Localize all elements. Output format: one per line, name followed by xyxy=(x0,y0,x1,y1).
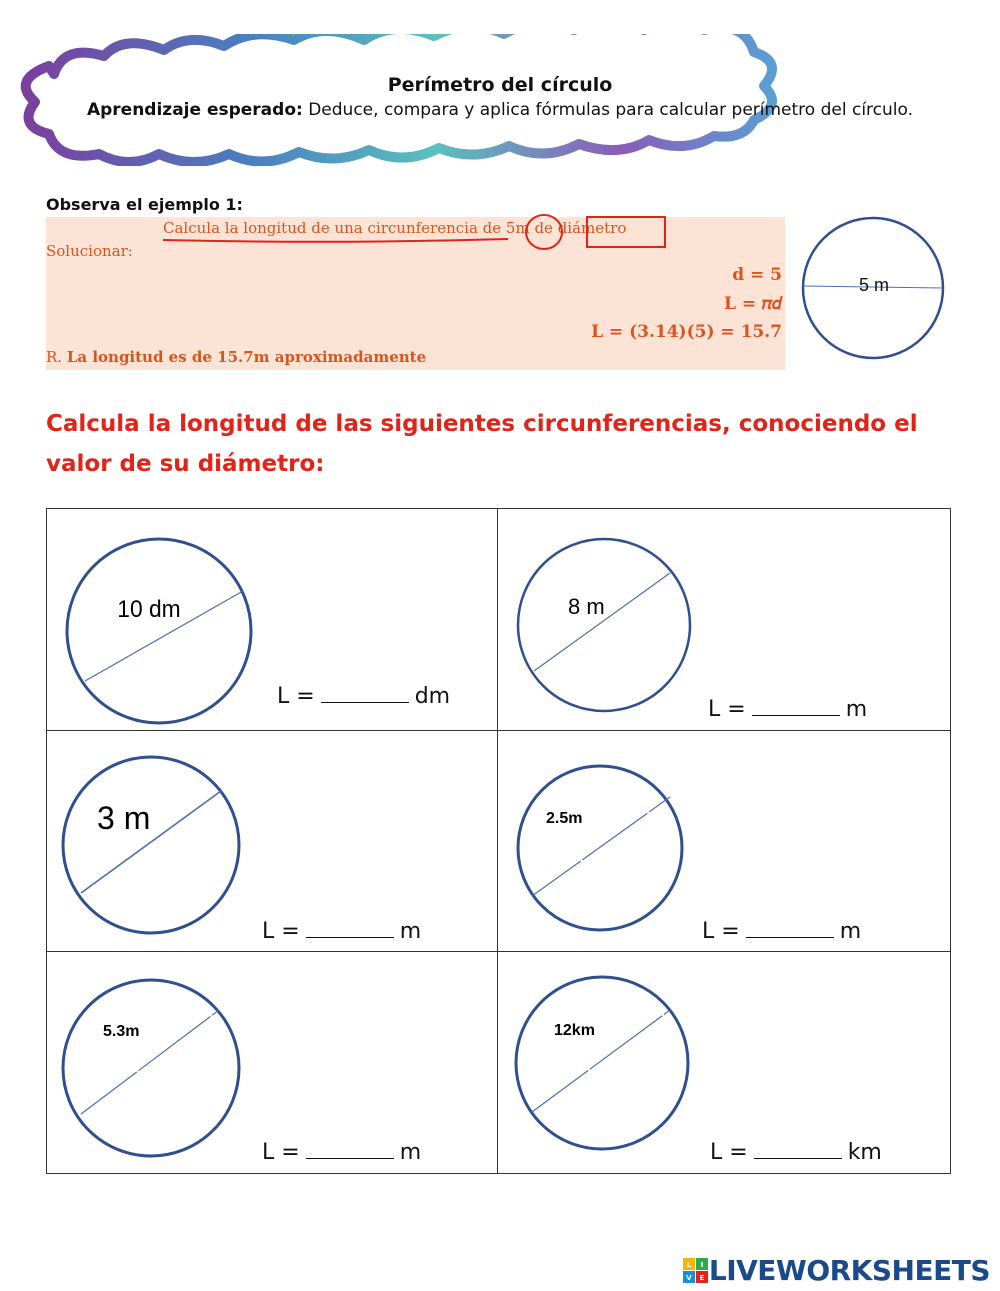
svg-text:L: L xyxy=(686,1260,692,1269)
answer-prefix: L = xyxy=(710,1140,748,1165)
answer-line xyxy=(262,919,421,944)
exercise-cell xyxy=(47,509,498,731)
exercise-cell xyxy=(47,731,498,952)
liveworksheets-mark-icon xyxy=(683,1258,709,1284)
answer-line xyxy=(277,684,450,709)
logo-text: LIVEWORKSHEETS xyxy=(708,1254,990,1287)
example-eq-result: L = (3.14)(5) = 15.7 xyxy=(591,322,782,342)
answer-unit: m xyxy=(839,919,862,944)
circle-mark xyxy=(526,215,562,249)
svg-text:V: V xyxy=(686,1273,692,1282)
example-eq-diameter: d = 5 xyxy=(732,265,782,285)
answer-prefix: L = xyxy=(702,919,740,944)
answer-unit: m xyxy=(845,697,868,722)
diameter-label: 10 dm xyxy=(117,595,181,623)
answer-blank[interactable] xyxy=(306,1140,394,1159)
underline-mark xyxy=(163,239,508,242)
answer-unit: m xyxy=(399,1140,422,1165)
diameter-label: 8 m xyxy=(568,594,605,619)
answer-prefix: L = xyxy=(277,684,315,709)
answer-prefix: L = xyxy=(262,919,300,944)
answer-blank[interactable] xyxy=(752,697,840,716)
diameter-label: 2.5m xyxy=(546,810,583,827)
learning-label: Aprendizaje esperado: xyxy=(86,100,303,120)
svg-text:I: I xyxy=(700,1260,704,1269)
example-solve-label: Solucionar: xyxy=(46,242,133,260)
diameter-label: 5.3m xyxy=(103,1023,140,1040)
answer-line xyxy=(262,1140,421,1165)
example-eq-formula: L = 𝜋𝑑 xyxy=(724,294,782,314)
answer-unit: dm xyxy=(414,684,451,709)
diameter-label: 3 m xyxy=(97,800,151,836)
box-mark xyxy=(587,217,665,247)
answer-unit: km xyxy=(847,1140,882,1165)
exercise-cell xyxy=(47,952,498,1173)
exercise-cell xyxy=(498,731,950,952)
liveworksheets-logo[interactable] xyxy=(683,1254,990,1287)
example-answer-prefix: R. xyxy=(46,348,63,366)
answer-unit: m xyxy=(399,919,422,944)
learning-text: Deduce, compara y aplica fórmulas para calcular perímetro del círculo. xyxy=(308,100,914,120)
example-answer-text: La longitud es de 15.7m aproximadamente xyxy=(66,348,427,366)
example-circle-label: 5 m xyxy=(858,275,890,295)
example-question: Calcula la longitud de una circunferencia de 5m de diámetro xyxy=(163,219,627,237)
svg-text:E: E xyxy=(699,1273,705,1282)
answer-line xyxy=(710,1140,882,1165)
answer-blank[interactable] xyxy=(306,919,394,938)
diameter-label: 12km xyxy=(554,1022,595,1039)
answer-line xyxy=(708,697,867,722)
example-heading: Observa el ejemplo 1: xyxy=(46,195,243,214)
exercise-cell xyxy=(498,952,950,1173)
instruction: Calcula la longitud de las siguientes circunferencias, conociendo el valor de su diámetro: xyxy=(46,411,918,477)
answer-line xyxy=(702,919,861,944)
exercise-cell xyxy=(498,509,950,731)
answer-blank[interactable] xyxy=(321,684,409,703)
example-circle xyxy=(800,215,946,361)
answer-prefix: L = xyxy=(708,697,746,722)
answer-blank[interactable] xyxy=(754,1140,842,1159)
answer-prefix: L = xyxy=(262,1140,300,1165)
answer-blank[interactable] xyxy=(746,919,834,938)
exercise-grid xyxy=(46,508,951,1174)
page-title: Perímetro del círculo xyxy=(387,74,613,96)
